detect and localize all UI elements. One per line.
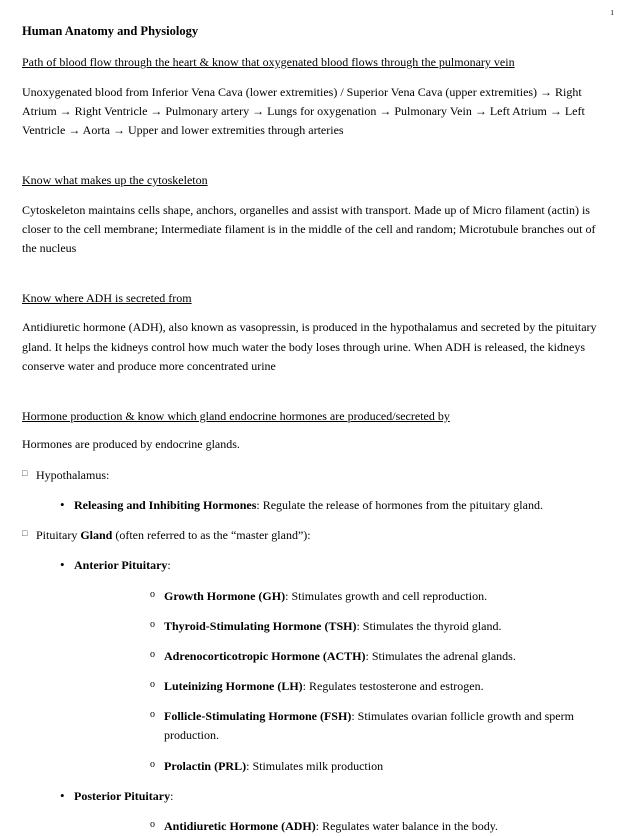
hormone-desc: : Regulates water balance in the body. bbox=[315, 819, 498, 833]
gland-item-hypothalamus bbox=[22, 466, 612, 485]
gland-name-suffix: (often referred to as the “master gland”): bbox=[112, 528, 311, 543]
list-item bbox=[74, 817, 612, 836]
hormone-term: Antidiuretic Hormone (ADH) bbox=[164, 819, 316, 833]
spacer bbox=[22, 259, 612, 275]
gland-name-bold: Gland bbox=[80, 528, 113, 543]
section-body-hormone-production: Hormones are produced by endocrine glands. bbox=[22, 437, 240, 452]
section-body-cytoskeleton: Cytoskeleton maintains cells shape, anchors, organelles and assist with transport. Made up of Micro filament (actin) is closer to the cell membrane; Intermediate filament is in the middle of the cell and random; Microtubule branches out of the nucleus bbox=[22, 202, 596, 256]
list-item bbox=[74, 587, 612, 606]
hormone-desc: : Stimulates growth and cell reproduction. bbox=[285, 588, 488, 603]
list-item bbox=[22, 496, 612, 515]
list-item bbox=[74, 617, 612, 636]
list-item bbox=[22, 787, 612, 836]
section-body-blood-flow: Unoxygenated blood from Inferior Vena Cava (lower extremities) / Superior Vena Cava (upper extremities) → Right Atrium → Right Ventricle → Pulmonary artery → Lungs for oxygenation → Pulmonary Vein → Left Atrium → Left Ventricle → Aorta → Upper and lower extremities through arteries bbox=[22, 84, 585, 138]
section-body-adh: Antidiuretic hormone (ADH), also known as vasopressin, is produced in the hypothalamus and secreted by the pituitary gland. It helps the kidneys control how much water the body loses through urine. When ADH is released, the kidneys conserve water and produce more concentrated urine bbox=[22, 320, 597, 374]
pituitary-subdivision-list bbox=[22, 556, 612, 836]
hormone-term: Follicle-Stimulating Hormone (FSH) bbox=[164, 709, 352, 724]
section-heading-blood-flow: Path of blood flow through the heart & know that oxygenated blood flows through the pulmonary vein bbox=[22, 55, 515, 69]
list-item bbox=[74, 677, 612, 696]
posterior-pituitary-hormone-list bbox=[74, 817, 612, 836]
hormone-term: Thyroid-Stimulating Hormone (TSH) bbox=[164, 618, 357, 633]
page-title: Human Anatomy and Physiology bbox=[22, 24, 199, 38]
gland-item-pituitary bbox=[22, 526, 612, 545]
subdivision-term: Anterior Pituitary bbox=[74, 558, 168, 573]
hormone-term: Releasing and Inhibiting Hormones bbox=[74, 497, 257, 512]
list-item bbox=[22, 556, 612, 776]
subdivision-desc: : bbox=[170, 788, 174, 803]
page-number: 1 bbox=[610, 8, 614, 17]
hormone-desc: : Stimulates the thyroid gland. bbox=[356, 618, 502, 633]
section-heading-adh: Know where ADH is secreted from bbox=[22, 290, 192, 305]
anterior-pituitary-hormone-list bbox=[74, 587, 612, 776]
list-item bbox=[74, 707, 612, 745]
hormone-desc: : Stimulates ovarian follicle growth and sperm production. bbox=[164, 709, 574, 743]
list-item bbox=[74, 757, 612, 776]
hormone-desc: : Stimulates the adrenal glands. bbox=[365, 648, 516, 663]
subdivision-desc: : bbox=[167, 558, 171, 573]
hormone-desc: : Regulates testosterone and estrogen. bbox=[302, 679, 484, 694]
gland-name: Pituitary bbox=[36, 528, 81, 543]
gland-name: Hypothalamus: bbox=[36, 467, 110, 482]
list-item bbox=[74, 647, 612, 666]
hormone-term: Adrenocorticotropic Hormone (ACTH) bbox=[164, 648, 366, 663]
spacer bbox=[22, 141, 612, 157]
hormone-term: Luteinizing Hormone (LH) bbox=[164, 679, 303, 694]
section-heading-cytoskeleton: Know what makes up the cytoskeleton bbox=[22, 172, 208, 187]
subdivision-term: Posterior Pituitary bbox=[74, 788, 171, 803]
spacer bbox=[22, 377, 612, 393]
section-heading-hormone-production: Hormone production & know which gland endocrine hormones are produced/secreted by bbox=[22, 408, 450, 423]
hormone-term: Prolactin (PRL) bbox=[164, 758, 247, 773]
hypothalamus-hormone-list bbox=[22, 496, 612, 515]
hormone-term: Growth Hormone (GH) bbox=[164, 588, 286, 603]
hormone-desc: : Stimulates milk production bbox=[246, 758, 384, 773]
hormone-desc: : Regulate the release of hormones from the pituitary gland. bbox=[256, 497, 543, 512]
